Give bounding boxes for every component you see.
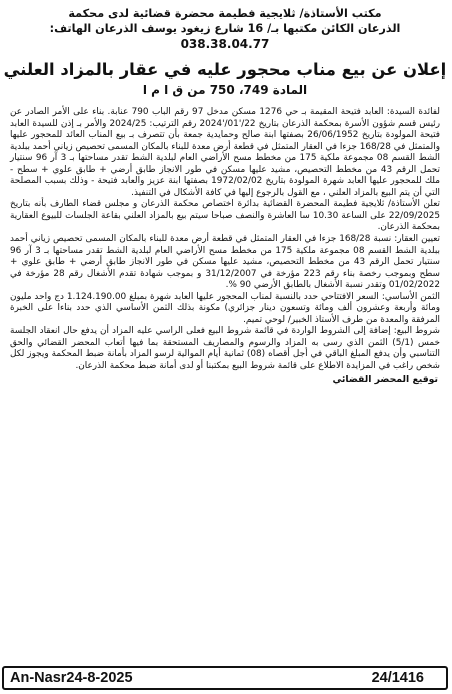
legal-notice (2, 2, 448, 690)
paragraph-sale-conditions: شروط البيع: إضافة إلى الشروط الواردة في قائمة شروط البيع فعلى الراسي عليه المزاد أن يدفع حال انعقاد الجلسة خمس (5/1) الثمن الذي رسى به المزاد والرسوم والمصاريف المستحقة بما فيها أتعاب المحضر القضائي والحق التناسبي وأن يدفع المبلغ الباقي في أجل أقصاه (08) ثمانية أيام الموالية لرسو المزاد بأمانة ضبط المحكمة ويجوز لكل شخص راغب في المزايدة الاطلاع على قائمة شروط البيع بمكتبنا أو لدى أمانة ضبط محكمة الذرعان. (10, 326, 441, 372)
notice-number: 24/1416 (371, 670, 424, 686)
notice-body (2, 98, 448, 373)
paragraph-base-price: الثمن الأساسي: السعر الافتتاحي حدد بالنسبة لمناب المحجور عليها العابد شهرة بمبلغ 1.124.190.00 دج واحد مليون ومائة وأربعة وعشرون ألف ومائة وتسعون دينار جزائري) مكونة بذلك الثمن الأساسي الذي حدد بناءا على الخبرة المرفقة والمعدة من طرف الأستاذ الخبير/ لوحي تميم. (10, 291, 440, 325)
header-line-1: مكتب الأستاذة/ ثلايجية فطيمة محضرة قضائية لدى محكمة (68, 7, 382, 20)
paragraph-beneficiary: لفائدة السيدة: العابد فتيحة المقيمة بـ حي 1276 مسكن مدخل 97 رقم الباب 790 عنابة. بناء على الأمر الصادر عن رئيس قسم شؤون الأسرة بمحكمة الذرعان بتاريخ 22/'01/'2024 رقم الترتيب: 2024/25 والأمر بـ إذن للسيدة العابد فتيحة المولودة بتاريخ 26/06/1952 بصفتها ابنة صالح وحمايدية جمعة بأن تتصرف بـ بيع المناب العائد للمحجور عليها والمتمثل في 168/28 جزءا في العقار المتمثل في قطعة أرض معدة للبناء بالمكان المسمى تحصيص زياني أحمد ببلدية الشط القسم 08 مجموعة ملكية 175 من مخطط مسح الأراضي العام لبلدية الشط تقدر مساحتها بـ 3 آر 96 سنتيار تحمل الرقم 43 من مخطط التحصيص، مشيد عليها مسكن في طور الانجاز طابق أرضي + طابق علوي + سطح - ملك للمحجور عليها العابد شهرة المولودة بتاريخ 1972/02/02 بصفتها ابنة عزيز والعابد فتيحة - وذلك بسبب المصلحة التي أن يتم البيع بالمزاد العلني ، مع القول بالرجوع إليها في كافة الأشكال في التنفيذ. (10, 107, 441, 198)
paragraph-announcement: تعلن الأستاذة/ ثلايجية فطيمة المحضرة القضائية بدائرة اختصاص محكمة الذرعان و مجلس قضاء الطارف بأنه بتاريخ 22/09/2025 على الساعة 10.30 سا العاشرة والنصف صباحا سيتم بيع بالمزاد العلني بقاعة الجلسات للبيوع العقارية بمحكمة الذرعان. (10, 199, 440, 233)
header-line-2: الذرعان الكائن مكتبها بـ/ 16 شارع زيغود يوسف الذرعان الهاتف: (49, 22, 401, 35)
bailiff-signature-label: توقيع المحضر القضائي (332, 373, 438, 385)
notice-legal-articles: المادة 749، 750 من ق ا م ا (142, 83, 308, 97)
paragraph-property-description: تعيين العقار: نسبة 168/28 جزءا في العقار المتمثل في قطعة أرض معدة للبناء بالمكان المسمى تحصيص زياني أحمد ببلدية الشط القسم 08 مجموعة ملكية 175 من مخطط مسح الأراضي العام لبلدية الشط تقدر مساحتها بـ 3 آر 96 سنتيار تحمل الرقم 43 من مخطط التحصيص، مشيد عليها مسكن في طور الانجاز طابق أرضي + طابق علوي + سطح وبموجب رخصة بناء رقم 223 مؤرخة في 31/12/2007 و بموجب شهادة تقدم الأشغال رقم 28 مؤرخة في 01/02/2022 وتقدر نسبة الأشغال بالطابق الأرضي 90 %. (10, 234, 440, 291)
office-phone: 038.38.04.77 (180, 37, 270, 51)
notice-title: إعلان عن بيع مناب محجور عليه في عقار بالمزاد العلني (3, 60, 447, 79)
bailiff-office-header (2, 2, 448, 52)
newspaper-date: An-Nasr24-8-2025 (10, 670, 133, 686)
publication-footer (2, 666, 448, 690)
